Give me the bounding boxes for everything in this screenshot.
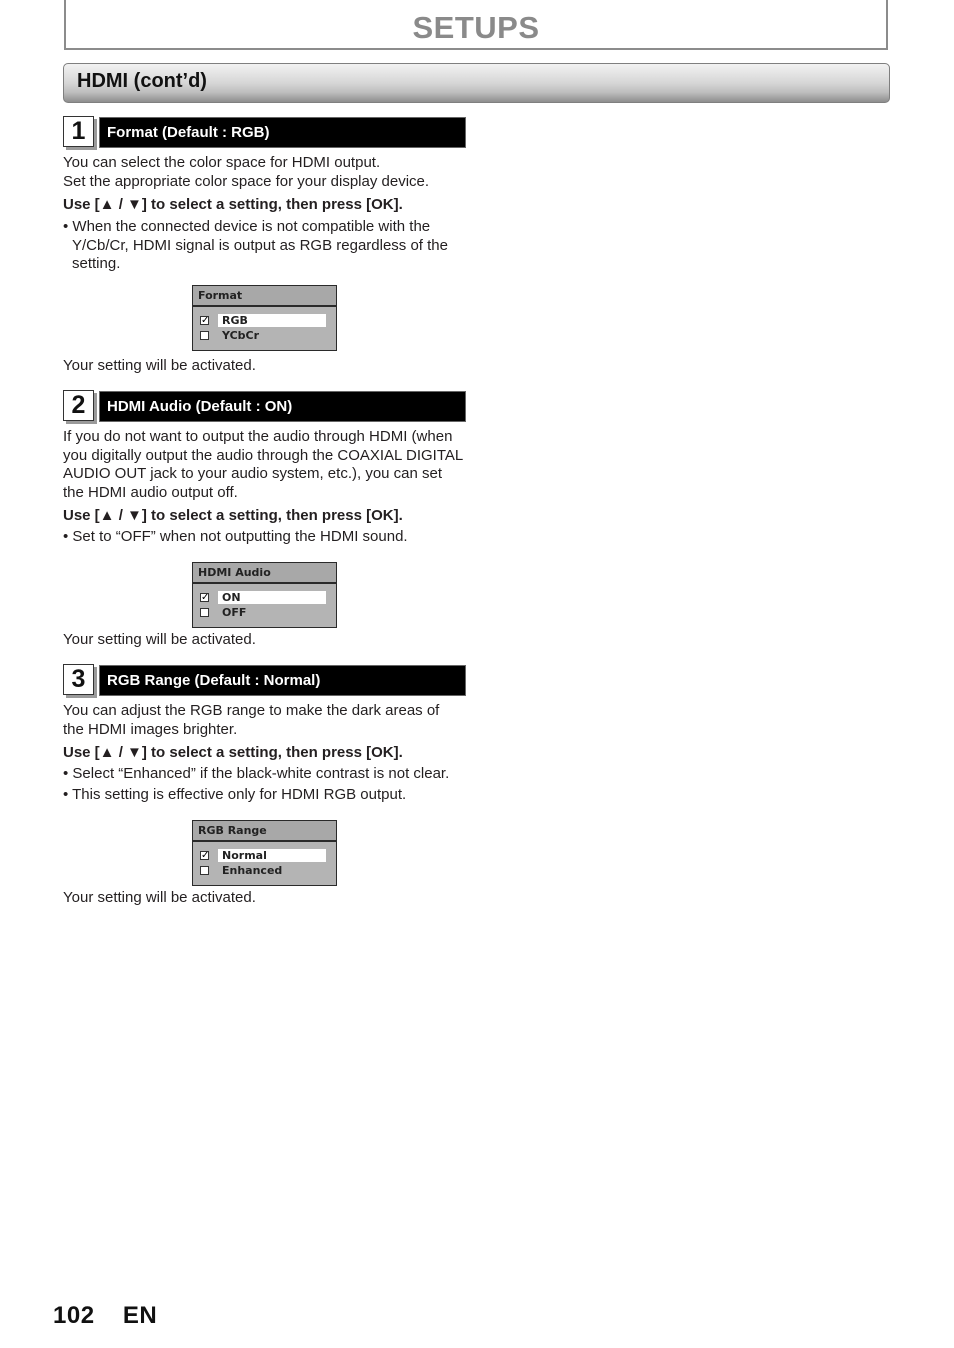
step-2-instruction: Use [▲ / ▼] to select a setting, then press [OK]. (63, 507, 403, 524)
step-1-instruction: Use [▲ / ▼] to select a setting, then press [OK]. (63, 196, 403, 213)
section-title: HDMI (cont’d) (77, 70, 207, 92)
step-2-description: If you do not want to output the audio through HDMI (when you digitally output the audio through the COAXIAL DIGITAL AUDIO OUT jack to your audio system, etc.), you can set the HDMI audio output off. (63, 428, 463, 501)
checkmark-icon: ✓ (201, 850, 210, 861)
language-code: EN (122, 1302, 158, 1329)
step-3-description: You can adjust the RGB range to make the dark areas of the HDMI images brighter. (63, 702, 440, 738)
hdmi-audio-option-on-label: ON (218, 591, 326, 604)
hdmi-audio-menu-title: HDMI Audio (193, 563, 336, 584)
step-1-result: Your setting will be activated. (63, 357, 256, 374)
format-option-ycbcr-label: YCbCr (222, 329, 260, 342)
page-footer (53, 1302, 157, 1330)
step-3-instruction: Use [▲ / ▼] to select a setting, then press [OK]. (63, 744, 403, 761)
rgb-range-menu (192, 820, 337, 886)
checkmark-icon: ✓ (201, 315, 210, 326)
empty-checkbox-icon (200, 866, 209, 875)
step-2-heading: HDMI Audio (Default : ON) (99, 391, 466, 422)
hdmi-audio-option-off-label: OFF (222, 606, 247, 619)
step-3-result: Your setting will be activated. (63, 889, 256, 906)
format-option-rgb-label: RGB (218, 314, 326, 327)
page-number: 102 (53, 1302, 95, 1329)
step-3-number: 3 (63, 664, 94, 695)
rgb-range-option-normal-label: Normal (218, 849, 326, 862)
hdmi-audio-menu (192, 562, 337, 628)
step-2-result: Your setting will be activated. (63, 631, 256, 648)
step-1-description (63, 154, 473, 191)
step-1-desc-line-1: You can select the color space for HDMI output. (63, 154, 381, 171)
format-menu-title: Format (193, 286, 336, 307)
format-option-rgb[interactable] (200, 313, 332, 328)
step-1-desc-line-2: Set the appropriate color space for your display device. (63, 172, 430, 190)
step-1-heading: Format (Default : RGB) (99, 117, 466, 148)
page-title: SETUPS (412, 10, 540, 45)
step-3-heading: RGB Range (Default : Normal) (99, 665, 466, 696)
empty-checkbox-icon (200, 331, 209, 340)
checkmark-icon: ✓ (201, 592, 210, 603)
hdmi-audio-option-on[interactable] (200, 590, 332, 605)
step-2-number: 2 (63, 390, 94, 421)
format-option-ycbcr[interactable] (200, 328, 332, 343)
step-3-bullet-2: • This setting is effective only for HDMI RGB output. (63, 786, 407, 803)
rgb-range-option-enhanced-label: Enhanced (222, 864, 283, 877)
hdmi-audio-option-off[interactable] (200, 605, 332, 620)
rgb-range-option-normal[interactable] (200, 848, 332, 863)
format-menu (192, 285, 337, 351)
step-2-bullet-1: • Set to “OFF” when not outputting the HDMI sound. (63, 528, 408, 545)
rgb-range-menu-title: RGB Range (193, 821, 336, 842)
empty-checkbox-icon (200, 608, 209, 617)
step-1-bullet-1: • When the connected device is not compatible with the Y/Cb/Cr, HDMI signal is output as RGB regardless of the setting. (63, 218, 448, 272)
step-3-bullet-1: • Select “Enhanced” if the black-white contrast is not clear. (63, 765, 450, 782)
step-1-number: 1 (63, 116, 94, 147)
rgb-range-option-enhanced[interactable] (200, 863, 332, 878)
